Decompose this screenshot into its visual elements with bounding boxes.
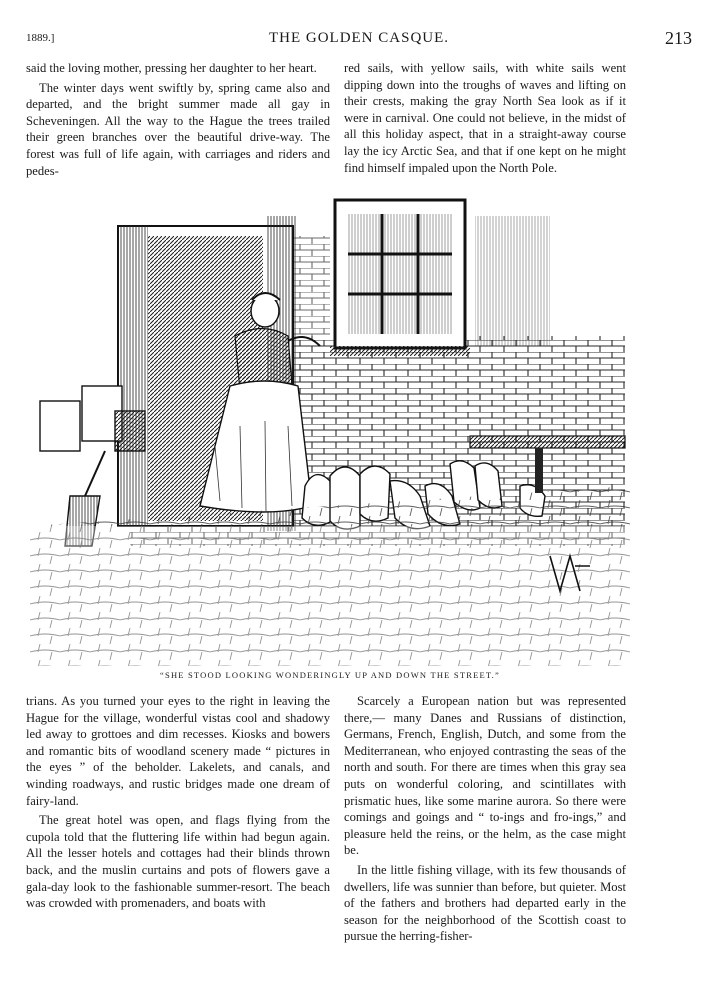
illustration-caption: “SHE STOOD LOOKING WONDERINGLY UP AND DOWN THE STREET.” [160,670,500,680]
paragraph: Scarcely a European nation but was represented there,— many Danes and Russians of distinction, Germans, French, English, Dutch, and some from the Mediterranean, who enjoyed contrasting the seas of the north and south. For there are times when this gray sea puts on wonderful coloring, and scintillates with prismatic hues, like some marine aurora. So there were comings and goings and “ to-ings and fro-ings,” and pleasure held the reins, or the helm, as the case might be. [344,694,626,858]
running-header [26,30,692,52]
column-top-right [344,60,626,176]
page-number: 213 [665,28,692,48]
paragraph: The great hotel was open, and flags flying from the cupola told that the fluttering life within had begun again. All the lesser hotels and cottages had their blinds thrown back, and the muslin curtains and pots of flowers gave a gala-day look to the fashionable summer-resort. The beach was crowded with promenaders, and boats with [26,813,330,911]
column-top-left [26,60,330,179]
header-year: 1889.] [26,32,55,44]
header-title: THE GOLDEN CASQUE. [268,30,450,46]
paragraph: The winter days went swiftly by, spring came also and departed, and the bright summer made all gay in Scheveningen. All the way to the Hague the trees trailed their green branches over the beautiful drive-way. The forest was full of life again, with carriages and riders and pedes- [26,80,330,178]
illustration [30,196,630,666]
paragraph: In the little fishing village, with its few thousands of dwellers, life was sunnier than before, but quieter. Most of the fathers and brothers had departed early in the season for the neighborhood of the Scottish coast to pursue the herring-fisher- [344,862,626,944]
paragraph: said the loving mother, pressing her daughter to her heart. [26,61,317,75]
column-bottom-left [26,693,330,912]
window [330,200,550,356]
paragraph: trians. As you turned your eyes to the right in leaving the Hague for the village, wonderful vistas cool and shadowy led away to grottoes and dim recesses. Kiosks and bowers and romantic bits of woodland scenery made “ pictures in the eyes ” of the beholder. Lakelets, and canals, and winding roadways, and rustic bridges made one dream of fairy-land. [26,694,330,808]
column-bottom-right [344,693,626,945]
paragraph: red sails, with yellow sails, with white sails went dipping down into the troughs of waves and lifting on their crests, making the gray North Sea look as if it were in carnival. One could not believe, in the midst of all this holiday aspect, that in a straight-away course lay the icy Arctic Sea, and that if one kept on he might find himself impaled upon the North Pole. [344,61,626,175]
